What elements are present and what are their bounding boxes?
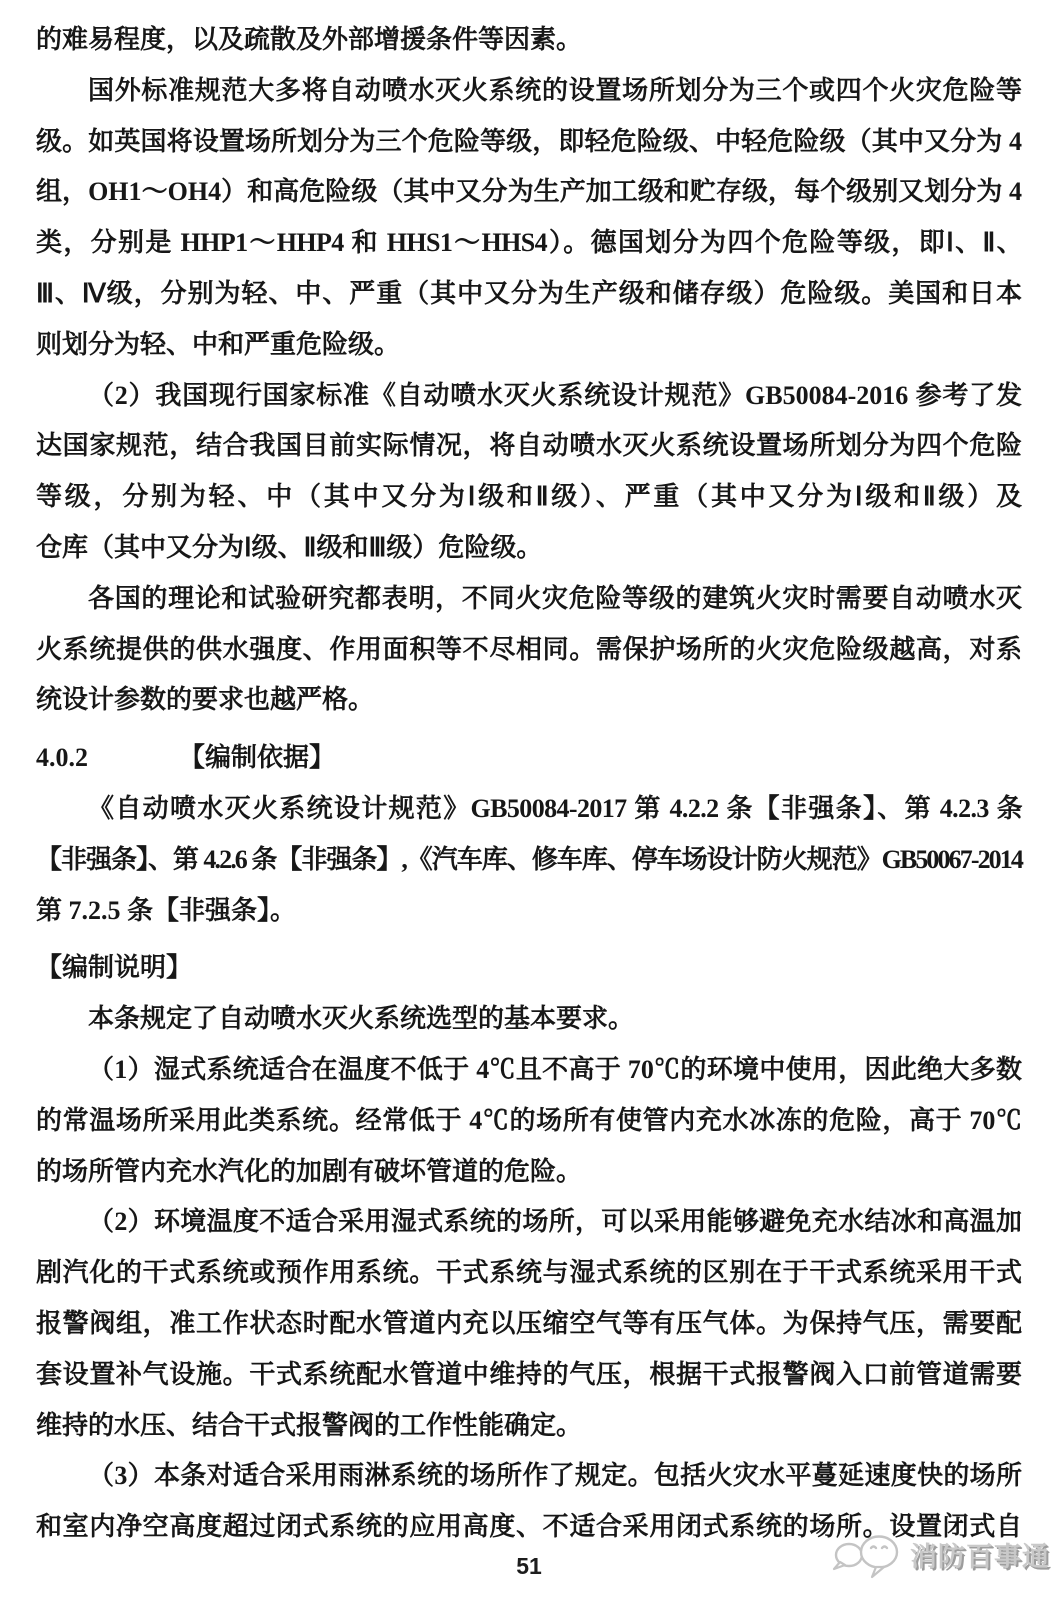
text-line: Ⅲ、Ⅳ级，分别为轻、中、严重（其中又分为生产级和储存级）危险级。美国和日本	[36, 278, 1022, 308]
watermark-text: 消防百事通	[910, 1541, 1050, 1572]
text-line: 火系统提供的供水强度、作用面积等不尽相同。需保护场所的火灾危险级越高，对系	[36, 634, 1022, 664]
text-line: 仓库（其中又分为Ⅰ级、Ⅱ级和Ⅲ级）危险级。	[36, 532, 543, 562]
text-line: 级。如英国将设置场所划分为三个危险等级，即轻危险级、中轻危险级（其中又分为 4	[36, 126, 1022, 156]
page-body	[36, 15, 1022, 1553]
text-line: 的常温场所采用此类系统。经常低于 4℃的场所有使管内充水冰冻的危险，高于 70℃	[36, 1105, 1022, 1135]
text-line: 剧汽化的干式系统或预作用系统。干式系统与湿式系统的区别在于干式系统采用干式	[36, 1258, 1022, 1288]
text-line: 和室内净空高度超过闭式系统的应用高度、不适合采用闭式系统的场所。设置闭式自	[36, 1512, 1022, 1542]
text-line: 《自动喷水灭火系统设计规范》GB50084-2017 第 4.2.2 条【非强条】、第 4.2.3 条	[88, 793, 1022, 823]
text-line: 报警阀组，准工作状态时配水管道内充以压缩空气等有压气体。为保持气压，需要配	[36, 1308, 1022, 1338]
text-line: 则划分为轻、中和严重危险级。	[36, 329, 401, 359]
page-number: 51	[516, 1553, 542, 1579]
text-line: （3）本条对适合采用雨淋系统的场所作了规定。包括火灾水平蔓延速度快的场所	[88, 1461, 1022, 1491]
text-line: （2）我国现行国家标准《自动喷水灭火系统设计规范》GB50084-2016 参考了发	[88, 380, 1022, 410]
text-line: 达国家规范，结合我国目前实际情况，将自动喷水灭火系统设置场所划分为四个危险	[36, 431, 1022, 461]
text-line: （2）环境温度不适合采用湿式系统的场所，可以采用能够避免充水结冰和高温加	[88, 1207, 1022, 1237]
text-line: 各国的理论和试验研究都表明，不同火灾危险等级的建筑火灾时需要自动喷水灭	[88, 583, 1022, 613]
text-line: 4.0.2 【编制依据】	[36, 743, 336, 773]
text-line: 的场所管内充水汽化的加剧有破坏管道的危险。	[36, 1156, 583, 1186]
text-line: 维持的水压、结合干式报警阀的工作性能确定。	[36, 1410, 583, 1440]
text-line: （1）湿式系统适合在温度不低于 4℃且不高于 70℃的环境中使用，因此绝大多数	[88, 1054, 1022, 1084]
text-line: 【非强条】、第 4.2.6 条【非强条】,《汽车库、修车库、停车场设计防火规范》GB50067-2014	[36, 844, 1022, 874]
text-line: 本条规定了自动喷水灭火系统选型的基本要求。	[88, 1004, 635, 1034]
text-line: 套设置补气设施。干式系统配水管道中维持的气压，根据干式报警阀入口前管道需要	[36, 1359, 1022, 1389]
text-line: 国外标准规范大多将自动喷水灭火系统的设置场所划分为三个或四个火灾危险等	[88, 75, 1022, 105]
text-line: 类，分别是 HHP1～HHP4 和 HHS1～HHS4）。德国划分为四个危险等级，即Ⅰ、Ⅱ、	[36, 228, 1022, 258]
text-line: 统设计参数的要求也越严格。	[36, 685, 375, 715]
text-line: 组，OH1～OH4）和高危险级（其中又分为生产加工级和贮存级，每个级别又划分为 4	[36, 177, 1022, 207]
text-line: 等级，分别为轻、中（其中又分为Ⅰ级和Ⅱ级）、严重（其中又分为Ⅰ级和Ⅱ级）及	[36, 482, 1022, 512]
text-line: 的难易程度，以及疏散及外部增援条件等因素。	[36, 25, 583, 54]
text-line: 第 7.2.5 条【非强条】。	[36, 895, 297, 925]
text-line: 【编制说明】	[36, 953, 193, 983]
